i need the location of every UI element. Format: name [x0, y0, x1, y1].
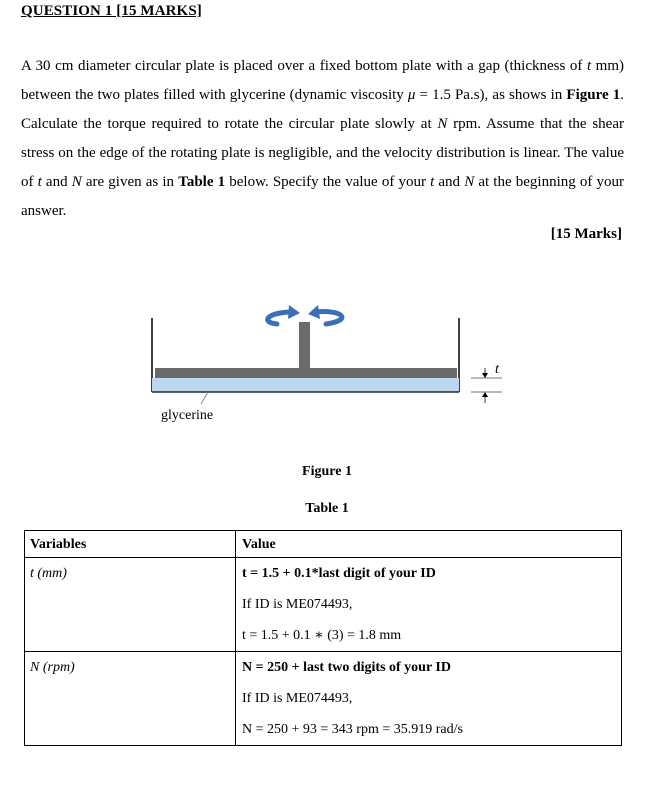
table-reference: Table 1 — [178, 174, 226, 190]
glycerine-label: glycerine — [161, 408, 214, 423]
header-value: Value — [242, 537, 276, 552]
question-paragraph: A 30 cm diameter circular plate is placed over a fixed bottom plate with a gap (thickness of t mm) between the two plates filled with glycerine (dynamic viscosity μ = 1.5 Pa.s), as shows in Figure 1. Calculate the torque required to rotate the circular plate slowly at N rpm. Assume that the shear stress on the edge of the rotating plate is negligible, and the velocity distribution is linear. The value of t and N are given as in Table 1 below. Specify the value of your t and N at the beginning of your answer. — [21, 58, 624, 219]
t-result: t = 1.5 + 0.1 ∗ (3) = 1.8 mm — [242, 628, 402, 643]
n-result: N = 250 + 93 = 343 rpm = 35.919 rad/s — [242, 722, 463, 737]
t-formula: t = 1.5 + 0.1*last digit of your ID — [242, 566, 436, 581]
t-id-example: If ID is ME074493, — [242, 597, 353, 612]
gap-t-label: t — [495, 362, 499, 377]
variable-t: t (mm) — [30, 566, 67, 581]
table-row — [25, 652, 622, 746]
rotating-plate — [155, 368, 457, 378]
figure-1-diagram — [140, 300, 520, 410]
figure-caption: Figure 1 — [302, 464, 352, 479]
table-caption: Table 1 — [305, 501, 349, 516]
header-variables: Variables — [30, 537, 87, 552]
variable-n: N (rpm) — [30, 660, 75, 675]
shaft — [299, 322, 310, 368]
figure-reference: Figure 1 — [566, 87, 621, 103]
table-header-row — [25, 531, 622, 558]
question-heading: QUESTION 1 [15 MARKS] — [21, 3, 202, 19]
table-1 — [24, 530, 622, 746]
table-row — [25, 558, 622, 652]
n-id-example: If ID is ME074493, — [242, 691, 353, 706]
glycerine-layer — [152, 378, 459, 392]
n-formula: N = 250 + last two digits of your ID — [242, 660, 451, 675]
rotation-arrow-icon — [268, 305, 342, 324]
marks-label: [15 Marks] — [550, 226, 622, 242]
glycerine-leader-line — [201, 392, 208, 404]
